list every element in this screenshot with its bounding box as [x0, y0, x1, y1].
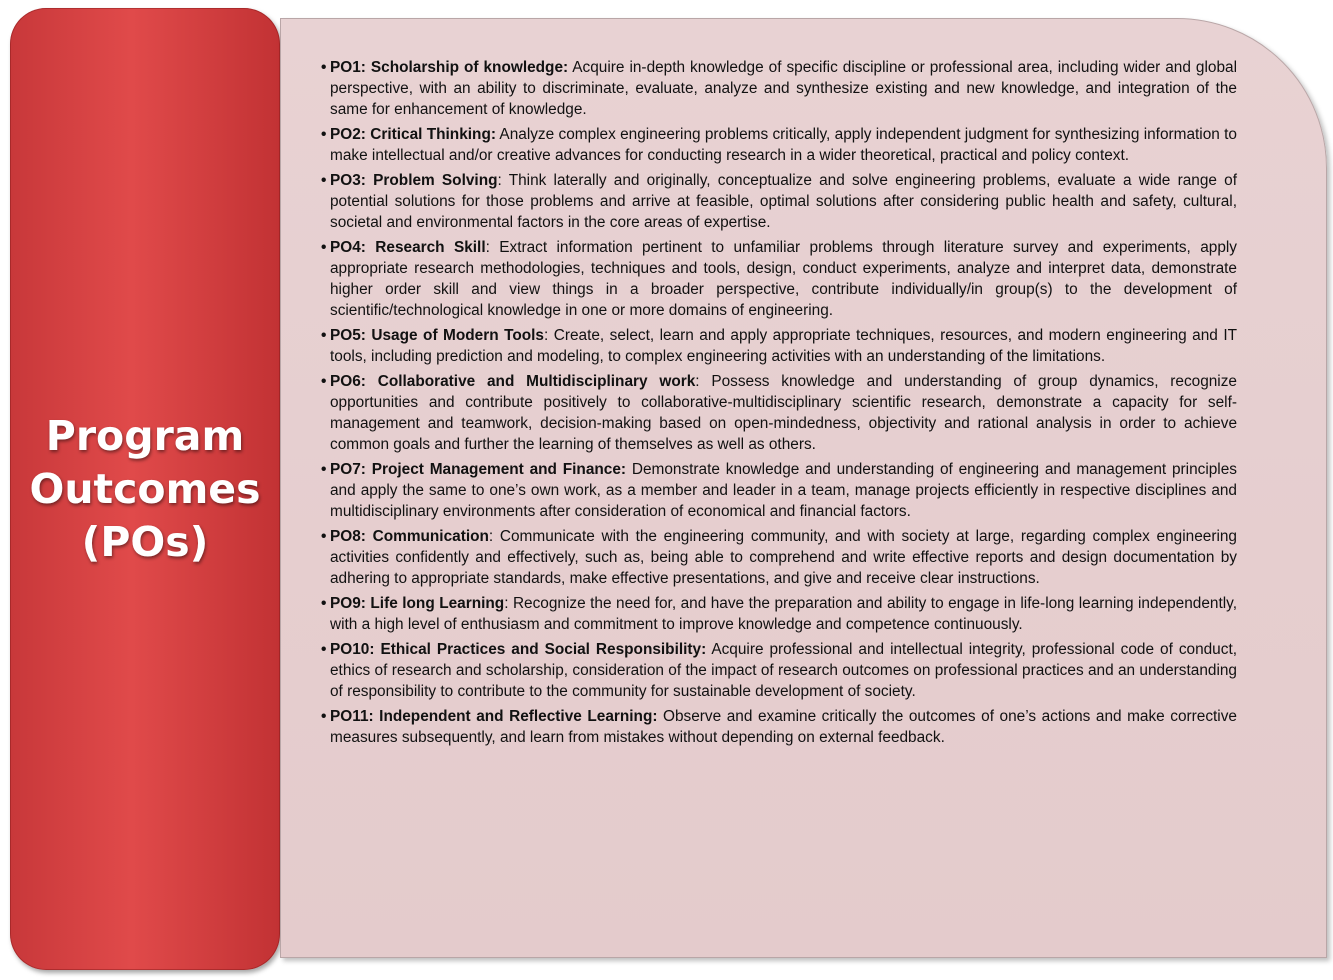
- program-outcomes-panel: [10, 8, 280, 970]
- po-description: : Possess knowledge and understanding of group dynamics, recognize opportunities and contribute positively to collaborative-multidisciplinary scientific research, demonstrate a capacity for self-management and teamwork, decision-making based on open-mindedness, objectivity and rational analysis in order to achieve common goals and further the learning of themselves as well as others.: [330, 373, 1237, 453]
- po-term: PO2: Critical Thinking:: [330, 126, 496, 143]
- po-list-item: [321, 124, 1237, 166]
- bullet-icon: •: [321, 59, 327, 76]
- po-term: PO9: Life long Learning: [330, 595, 505, 612]
- po-description: Acquire professional and intellectual integrity, professional code of conduct, ethics of research and scholarship, consideration of the impact of research outcomes on professional practices and an understanding of responsibility to contribute to the community for sustainable development of society.: [330, 641, 1237, 700]
- bullet-icon: •: [321, 327, 327, 344]
- bullet-icon: •: [321, 595, 327, 612]
- program-outcomes-list: [321, 57, 1237, 752]
- po-term: PO1: Scholarship of knowledge:: [330, 59, 569, 76]
- po-term: PO3: Problem Solving: [330, 172, 498, 189]
- po-list-item: [321, 593, 1237, 635]
- po-description: : Extract information pertinent to unfamiliar problems through literature survey and experiments, apply appropriate research methodologies, techniques and tools, design, conduct experiments, analyze and interpret data, demonstrate higher order skill and view things in a broader perspective, contribute individually/in group(s) to the development of scientific/technological knowledge in one or more domains of engineering.: [330, 239, 1237, 319]
- po-description: : Communicate with the engineering community, and with society at large, regarding complex engineering activities confidently and effectively, such as, being able to comprehend and write effective reports and design documentation by adhering to appropriate standards, make effective presentations, and give and receive clear instructions.: [330, 528, 1237, 587]
- bullet-icon: •: [321, 708, 327, 725]
- bullet-icon: •: [321, 461, 327, 478]
- po-list-item: [321, 371, 1237, 455]
- po-list-item: [321, 526, 1237, 589]
- po-description: : Think laterally and originally, conceptualize and solve engineering problems, evaluate a wide range of potential solutions for those problems and arrive at feasible, optimal solutions after considering public health and safety, cultural, societal and environmental factors in the core areas of expertise.: [330, 172, 1237, 231]
- po-description: : Create, select, learn and apply appropriate techniques, resources, and modern engineering and IT tools, including prediction and modeling, to complex engineering activities with an understanding of the limitations.: [330, 327, 1237, 365]
- po-list-item: [321, 706, 1237, 748]
- po-list-item: [321, 325, 1237, 367]
- bullet-icon: •: [321, 126, 327, 143]
- po-term: PO11: Independent and Reflective Learning:: [330, 708, 658, 725]
- po-description: Demonstrate knowledge and understanding of engineering and management principles and apply the same to one’s own work, as a member and leader in a team, manage projects efficiently in respective disciplines and multidisciplinary environments after consideration of economical and financial factors.: [330, 461, 1237, 520]
- po-description: : Recognize the need for, and have the preparation and ability to engage in life-long learning independently, with a high level of enthusiasm and commitment to improve knowledge and competence continuously.: [330, 595, 1237, 633]
- po-description: Observe and examine critically the outcomes of one’s actions and make corrective measures subsequently, and learn from mistakes without depending on external feedback.: [330, 708, 1237, 746]
- po-list-item: [321, 237, 1237, 321]
- bullet-icon: •: [321, 373, 327, 390]
- po-term: PO5: Usage of Modern Tools: [330, 327, 544, 344]
- program-outcomes-title: Program Outcomes (POs): [29, 411, 261, 566]
- po-description: Acquire in-depth knowledge of specific discipline or professional area, including wider and global perspective, with an ability to discriminate, evaluate, analyze and synthesize existing and new knowledge, and integration of the same for enhancement of knowledge.: [330, 59, 1237, 118]
- bullet-icon: •: [321, 641, 327, 658]
- po-list-item: [321, 170, 1237, 233]
- po-list-item: [321, 57, 1237, 120]
- po-term: PO7: Project Management and Finance:: [330, 461, 627, 478]
- bullet-icon: •: [321, 528, 327, 545]
- po-term: PO8: Communication: [330, 528, 489, 545]
- outcomes-content-panel: [280, 18, 1327, 958]
- bullet-icon: •: [321, 172, 327, 189]
- po-term: PO6: Collaborative and Multidisciplinary work: [330, 373, 696, 390]
- bullet-icon: •: [321, 239, 327, 256]
- po-list-item: [321, 639, 1237, 702]
- po-list-item: [321, 459, 1237, 522]
- po-term: PO10: Ethical Practices and Social Responsibility:: [330, 641, 707, 658]
- po-description: Analyze complex engineering problems critically, apply independent judgment for synthesizing information to make intellectual and/or creative advances for conducting research in a wider theoretical, practical and policy context.: [330, 126, 1237, 164]
- po-term: PO4: Research Skill: [330, 239, 486, 256]
